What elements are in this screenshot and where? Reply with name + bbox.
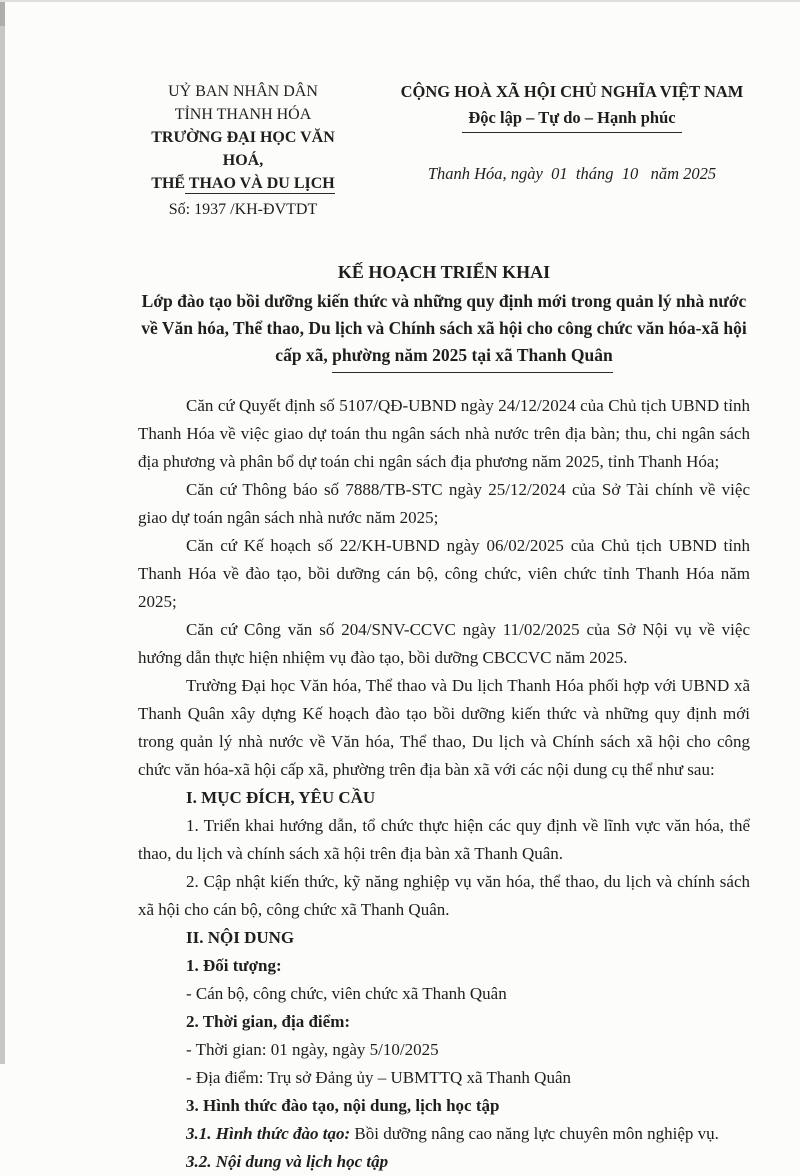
- subheading-time-place: 2. Thời gian, địa điểm:: [186, 1012, 351, 1031]
- legal-basis-paragraph: Căn cứ Công văn số 204/SNV-CCVC ngày 11/02/2025 của Sở Nội vụ về việc hướng dẫn thực hiện nhiệm vụ đào tạo, bồi dưỡng CBCCVC năm 2025.: [138, 620, 750, 667]
- training-format-label: 3.1. Hình thức đào tạo:: [186, 1124, 351, 1143]
- purpose-paragraph: 2. Cập nhật kiến thức, kỹ năng nghiệp vụ văn hóa, thể thao, du lịch và chính sách xã hội cho cán bộ, công chức xã Thanh Quân.: [138, 872, 750, 919]
- section-heading-content: II. NỘI DUNG: [186, 928, 295, 947]
- intro-paragraph: Trường Đại học Văn hóa, Thể thao và Du lịch Thanh Hóa phối hợp với UBND xã Thanh Quân xây dựng Kế hoạch đào tạo bồi dưỡng kiến thức và những quy định mới trong quản lý nhà nước về Văn hóa, Thể thao, Du lịch và Chính sách xã hội cho công chức văn hóa-xã hội cấp xã, phường trên địa bàn xã với các nội dung cụ thể như sau:: [138, 676, 750, 779]
- training-format-text: Bồi dưỡng nâng cao năng lực chuyên môn nghiệp vụ.: [350, 1124, 719, 1143]
- schedule-heading: 3.2. Nội dung và lịch học tập: [186, 1152, 389, 1171]
- legal-basis-paragraph: Căn cứ Thông báo số 7888/TB-STC ngày 25/12/2024 của Sở Tài chính về việc giao dự toán ngân sách nhà nước năm 2025;: [138, 480, 750, 527]
- title-line-2: Lớp đào tạo bồi dưỡng kiến thức và những quy định mới trong quản lý nhà nước: [141, 291, 747, 311]
- document-page: [138, 80, 750, 1176]
- national-motto-wrap: [394, 107, 750, 133]
- document-header: [138, 80, 750, 221]
- list-item-time: - Thời gian: 01 ngày, ngày 5/10/2025: [186, 1040, 439, 1059]
- section-heading-purpose: I. MỤC ĐÍCH, YÊU CẦU: [186, 788, 376, 807]
- national-motto-block: [394, 80, 750, 184]
- title-main: KẾ HOẠCH TRIỂN KHAI: [337, 262, 551, 282]
- agency-name-line2-underlined: THAO VÀ DU LỊCH: [185, 175, 335, 192]
- page-scan-left-edge-shadow: [0, 0, 5, 26]
- training-format-line: [138, 1120, 750, 1148]
- place-and-date: Thanh Hóa, ngày 01 tháng 10 năm 2025: [427, 164, 717, 183]
- title-line-4-prefix: cấp xã,: [275, 345, 333, 365]
- legal-basis-paragraph: Căn cứ Quyết định số 5107/QĐ-UBND ngày 24/12/2024 của Chủ tịch UBND tỉnh Thanh Hóa về việc giao dự toán thu ngân sách nhà nước trên địa bàn; thu, chi ngân sách địa phương và phân bổ dự toán chi ngân sách địa phương năm 2025, tỉnh Thanh Hóa;: [138, 396, 750, 471]
- issuing-agency-block: [132, 80, 354, 221]
- agency-parent-line2: TỈNH THANH HÓA: [174, 106, 312, 123]
- page-scan-left-edge: [0, 0, 5, 1064]
- title-line-4: [138, 342, 750, 373]
- national-title: CỘNG HOÀ XÃ HỘI CHỦ NGHĨA VIỆT NAM: [400, 82, 744, 101]
- national-motto: Độc lập – Tự do – Hạnh phúc: [462, 107, 681, 133]
- agency-name-line2-prefix: THỂ: [151, 175, 186, 192]
- document-title-block: [138, 258, 750, 373]
- purpose-paragraph: 1. Triển khai hướng dẫn, tổ chức thực hiện các quy định về lĩnh vực văn hóa, thể thao, du lịch và chính sách xã hội trên địa bàn xã Thanh Quân.: [138, 816, 750, 863]
- title-line-4-underlined: phường năm 2025 tại xã Thanh Quân: [332, 342, 613, 373]
- document-number: Số: 1937 /KH-ĐVTDT: [168, 201, 318, 218]
- legal-basis-paragraph: Căn cứ Kế hoạch số 22/KH-UBND ngày 06/02/2025 của Chủ tịch UBND tỉnh Thanh Hóa về đào tạo, bồi dưỡng cán bộ, công chức, viên chức tỉnh Thanh Hóa năm 2025;: [138, 536, 750, 611]
- list-item-subjects: - Cán bộ, công chức, viên chức xã Thanh Quân: [186, 984, 507, 1003]
- subheading-subjects: 1. Đối tượng:: [186, 956, 282, 975]
- subheading-format: 3. Hình thức đào tạo, nội dung, lịch học tập: [186, 1096, 500, 1115]
- list-item-place: - Địa điểm: Trụ sở Đảng ủy – UBMTTQ xã Thanh Quân: [186, 1068, 572, 1087]
- agency-parent-line1: UỶ BAN NHÂN DÂN: [168, 83, 318, 100]
- document-body: [138, 392, 750, 1176]
- page-scan-top-edge: [0, 0, 800, 2]
- agency-name-line1: TRƯỜNG ĐẠI HỌC VĂN HOÁ,: [151, 129, 335, 169]
- title-line-3: về Văn hóa, Thể thao, Du lịch và Chính sách xã hội cho công chức văn hóa-xã hội: [141, 318, 747, 338]
- agency-name-line2: [132, 172, 354, 195]
